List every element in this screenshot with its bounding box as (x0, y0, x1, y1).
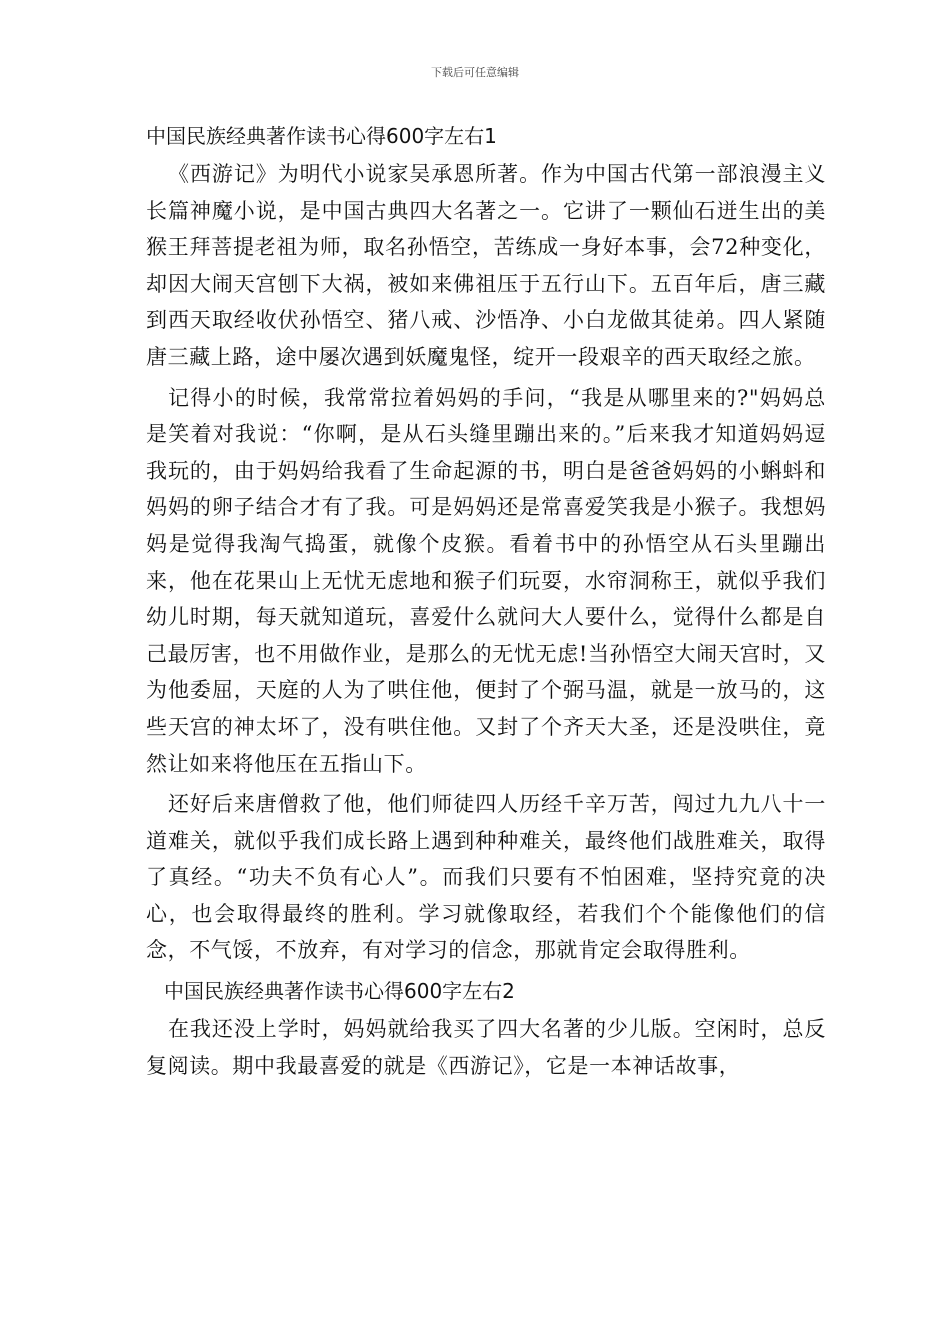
page-header: 下载后可任意编辑 (431, 66, 519, 79)
section-title: 中国民族经典著作读书心得600字左右1 (146, 124, 497, 148)
body-paragraph: 记得小的时候，我常常拉着妈妈的手问，“我是从哪里来的?"妈妈总是笑着对我说：“你啊，是从石头缝里蹦出来的。”后来我才知道妈妈逗我玩的，由于妈妈给我看了生命起源的书，明白是爸爸妈妈的小蝌蚪和妈妈的卵子结合才有了我。可是妈妈还是常喜爱笑我是小猴子。我想妈妈是觉得我淘气捣蛋，就像个皮猴。看着书中的孙悟空从石头里蹦出来，他在花果山上无忧无虑地和猴子们玩耍，水帘洞称王，就似乎我们幼儿时期，每天就知道玩，喜爱什么就问大人要什么，觉得什么都是自己最厉害，也不用做作业，是那么的无忧无虑!当孙悟空大闹天宫时，又为他委屈，天庭的人为了哄住他，便封了个弼马温，就是一放马的，这些天宫的神太坏了，没有哄住他。又封了个齐天大圣，还是没哄住，竟然让如来将他压在五指山下。 (146, 385, 826, 776)
body-paragraph: 在我还没上学时，妈妈就给我买了四大名著的少儿版。空闲时，总反复阅读。期中我最喜爱的就是《西游记》，它是一本神话故事， (146, 1017, 826, 1078)
section-title: 中国民族经典著作读书心得600字左右2 (164, 979, 515, 1004)
body-paragraph: 还好后来唐僧救了他，他们师徒四人历经千辛万苦，闯过九九八十一道难关，就似乎我们成长路上遇到种种难关，最终他们战胜难关，取得了真经。“功夫不负有心人”。而我们只要有不怕困难，坚持究竟的决心，也会取得最终的胜利。学习就像取经，若我们个个能像他们的信念，不气馁，不放弃，有对学习的信念，那就肯定会取得胜利。 (146, 792, 826, 963)
document-body (146, 118, 826, 1088)
body-paragraph: 《西游记》为明代小说家吴承恩所著。作为中国古代第一部浪漫主义长篇神魔小说，是中国古典四大名著之一。它讲了一颗仙石迸生出的美猴王拜菩提老祖为师，取名孙悟空，苦练成一身好本事，会72种变化，却因大闹天宫刨下大祸，被如来佛祖压于五行山下。五百年后，唐三藏到西天取经收伏孙悟空、猪八戒、沙悟净、小白龙做其徒弟。四人紧随唐三藏上路，途中屡次遇到妖魔鬼怪，绽开一段艰辛的西天取经之旅。 (146, 162, 826, 369)
